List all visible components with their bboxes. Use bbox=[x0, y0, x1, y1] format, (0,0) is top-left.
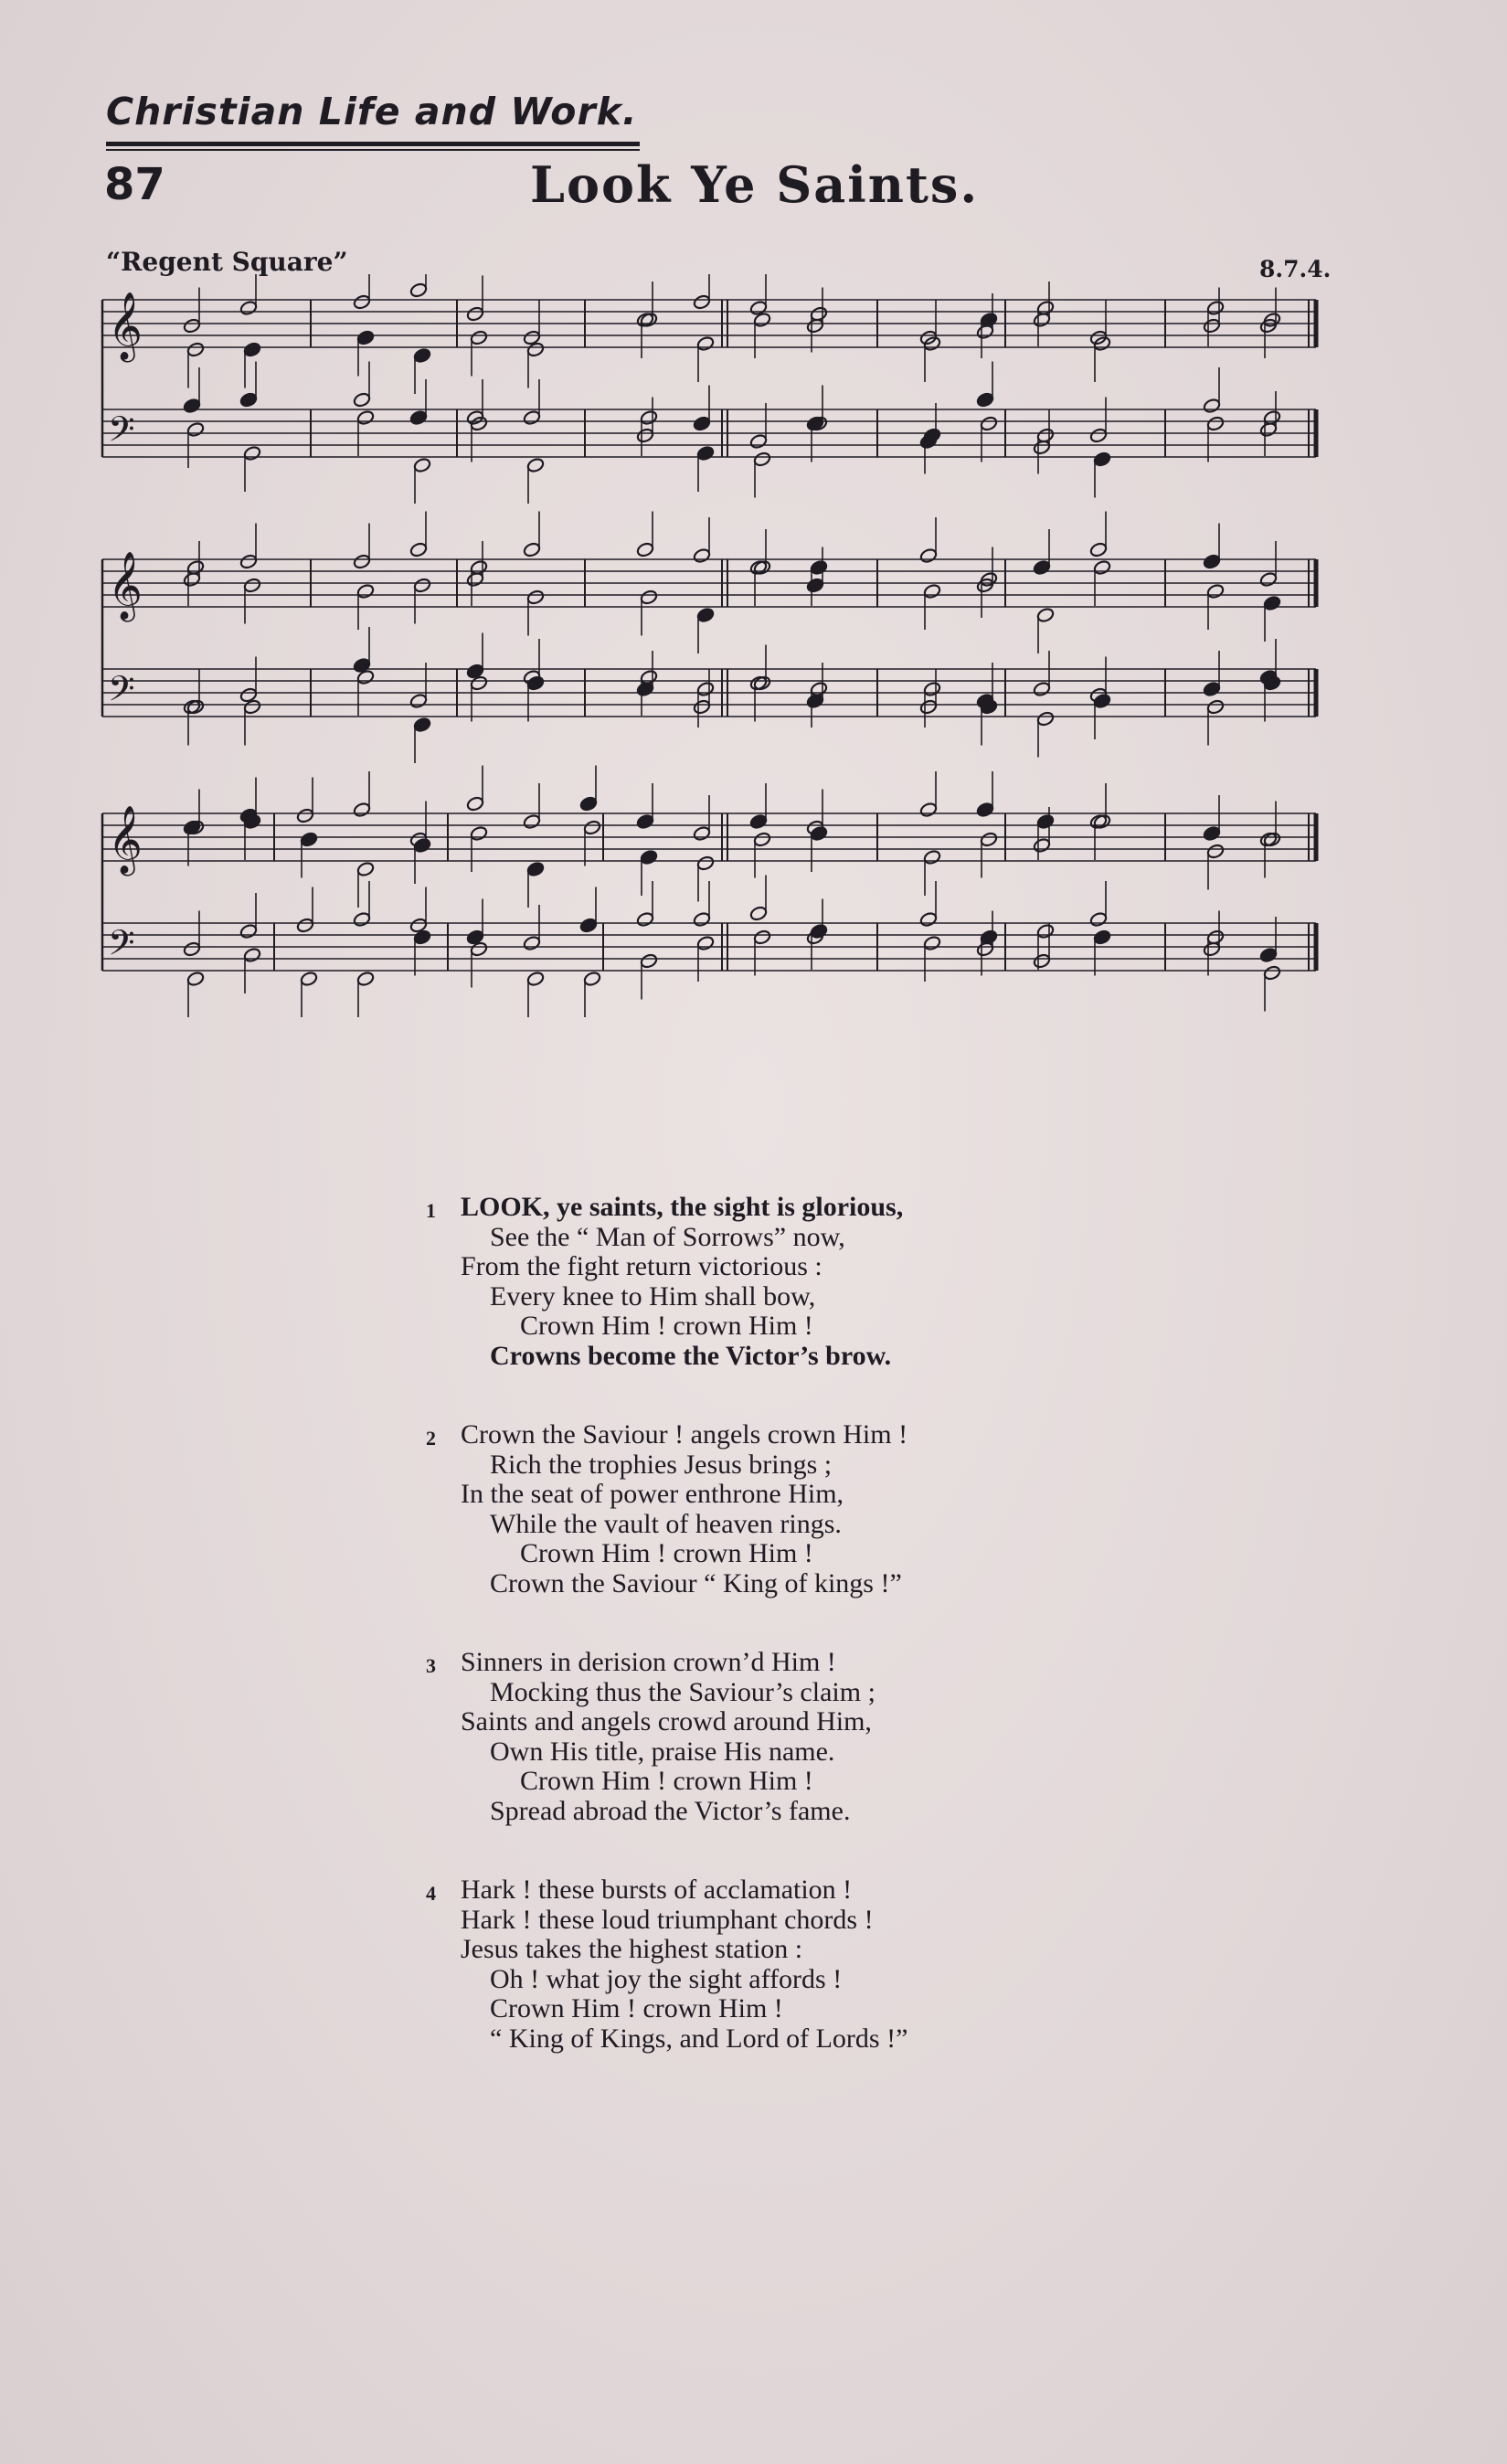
tune-name: “Regent Square” bbox=[106, 247, 348, 277]
verse-line: While the vault of heaven rings. bbox=[490, 1508, 842, 1539]
note-head bbox=[636, 813, 654, 830]
note-head bbox=[186, 559, 205, 576]
note-head bbox=[640, 952, 658, 969]
note-head bbox=[1089, 911, 1108, 928]
note-head bbox=[526, 674, 545, 691]
verse-line: Jesus takes the highest station : bbox=[461, 1934, 803, 1964]
note-head bbox=[640, 669, 658, 685]
note-head bbox=[1093, 929, 1111, 945]
note-head bbox=[353, 391, 371, 408]
note-head bbox=[356, 861, 375, 877]
note-head bbox=[466, 795, 484, 812]
note-head bbox=[470, 415, 488, 431]
note-head bbox=[526, 971, 545, 987]
verse-number: 4 bbox=[426, 1882, 436, 1905]
note-head bbox=[636, 911, 654, 928]
note-head bbox=[696, 681, 715, 697]
note-head bbox=[640, 409, 658, 426]
note-head bbox=[1203, 825, 1221, 842]
note-head bbox=[1033, 559, 1051, 576]
note-head bbox=[1033, 681, 1051, 697]
section-heading: Christian Life and Work. bbox=[106, 90, 638, 133]
note-head bbox=[1089, 427, 1108, 443]
note-head bbox=[353, 293, 371, 310]
note-head bbox=[919, 698, 938, 715]
note-head bbox=[696, 855, 715, 871]
bass-clef: 𝄢 bbox=[108, 922, 135, 972]
verse-line: Saints and angels crowd around Him, bbox=[461, 1706, 872, 1736]
note-head bbox=[640, 589, 658, 605]
note-head bbox=[1263, 595, 1281, 611]
note-head bbox=[976, 802, 994, 818]
note-head bbox=[243, 341, 261, 357]
note-head bbox=[413, 347, 431, 364]
note-head bbox=[523, 541, 541, 558]
note-head bbox=[753, 451, 771, 467]
verse-4 bbox=[426, 1875, 1124, 2054]
note-head bbox=[523, 935, 541, 951]
verse-1 bbox=[426, 1192, 1124, 1371]
note-head bbox=[523, 813, 541, 830]
note-head bbox=[1206, 929, 1225, 945]
hymn-number: 87 bbox=[104, 159, 165, 210]
note-head bbox=[810, 923, 828, 940]
note-head bbox=[239, 553, 258, 569]
verse-line: Sinners in derision crown’d Him ! bbox=[461, 1647, 836, 1677]
note-head bbox=[806, 577, 824, 593]
note-head bbox=[636, 427, 654, 443]
note-head bbox=[1093, 559, 1111, 576]
verse-line: Spread abroad the Victor’s fame. bbox=[490, 1795, 851, 1826]
note-head bbox=[356, 409, 375, 426]
note-head bbox=[526, 457, 545, 473]
note-head bbox=[1206, 843, 1225, 859]
note-head bbox=[923, 335, 941, 352]
note-head bbox=[693, 698, 711, 715]
verse-line: Crown the Saviour “ King of kings !” bbox=[490, 1567, 902, 1598]
note-head bbox=[696, 335, 715, 352]
note-head bbox=[1033, 952, 1051, 969]
note-head bbox=[296, 917, 314, 933]
note-head bbox=[300, 831, 318, 847]
note-head bbox=[1203, 681, 1221, 697]
verse-line: “ King of Kings, and Lord of Lords !” bbox=[490, 2023, 908, 2054]
note-head bbox=[353, 911, 371, 928]
note-head bbox=[356, 329, 375, 345]
note-head bbox=[1206, 300, 1225, 316]
note-head bbox=[1203, 317, 1221, 334]
verse-line: Crown Him ! crown Him ! bbox=[490, 1993, 783, 2023]
meter: 8.7.4. bbox=[1259, 256, 1332, 282]
note-head bbox=[640, 849, 658, 866]
note-head bbox=[810, 681, 828, 697]
note-head bbox=[1263, 964, 1281, 981]
note-head bbox=[980, 929, 998, 945]
note-head bbox=[923, 935, 941, 951]
verse-number: 2 bbox=[426, 1427, 436, 1450]
note-head bbox=[693, 293, 711, 310]
note-head bbox=[356, 971, 375, 987]
note-head bbox=[186, 971, 205, 987]
header-rule bbox=[106, 142, 640, 146]
note-head bbox=[923, 583, 941, 600]
note-head bbox=[1206, 583, 1225, 600]
note-head bbox=[1033, 837, 1051, 854]
note-head bbox=[1036, 427, 1055, 443]
note-head bbox=[749, 433, 768, 450]
note-head bbox=[239, 923, 258, 940]
note-head bbox=[1093, 693, 1111, 709]
verses bbox=[426, 1192, 1124, 2103]
verse-line: Hark ! these loud triumphant chords ! bbox=[461, 1904, 874, 1935]
note-head bbox=[696, 607, 715, 623]
note-head bbox=[526, 861, 545, 877]
verse-line: Crown Him ! crown Him ! bbox=[520, 1538, 813, 1568]
verse-line: Crown the Saviour ! angels crown Him ! bbox=[461, 1419, 908, 1450]
note-head bbox=[300, 971, 318, 987]
note-head bbox=[749, 905, 768, 921]
note-head bbox=[693, 825, 711, 842]
note-head bbox=[470, 559, 488, 576]
hymn-title: Look Ye Saints. bbox=[530, 155, 980, 214]
verse-line: Crowns become the Victor’s brow. bbox=[490, 1340, 892, 1371]
verse-line: Oh ! what joy the sight affords ! bbox=[490, 1963, 843, 1994]
note-head bbox=[1036, 710, 1055, 727]
note-head bbox=[1263, 409, 1281, 426]
verse-line: Hark ! these bursts of acclamation ! bbox=[461, 1875, 853, 1905]
note-head bbox=[1259, 947, 1278, 963]
note-head bbox=[526, 589, 545, 605]
note-head bbox=[523, 409, 541, 426]
note-head bbox=[243, 445, 261, 462]
note-head bbox=[980, 415, 998, 431]
note-head bbox=[980, 831, 998, 847]
note-head bbox=[696, 445, 715, 462]
note-head bbox=[1206, 698, 1225, 715]
verse-line: LOOK, ye saints, the sight is glorious, bbox=[461, 1192, 904, 1222]
note-head bbox=[413, 717, 431, 733]
note-head bbox=[1203, 553, 1221, 569]
note-head bbox=[693, 911, 711, 928]
note-head bbox=[239, 300, 258, 316]
note-head bbox=[1206, 415, 1225, 431]
note-head bbox=[1036, 300, 1055, 316]
note-head bbox=[409, 409, 428, 426]
verse-3 bbox=[426, 1647, 1124, 1826]
verse-number: 3 bbox=[426, 1654, 436, 1677]
header-rule-thin bbox=[106, 149, 640, 151]
note-head bbox=[409, 541, 428, 558]
note-head bbox=[976, 391, 994, 408]
note-head bbox=[183, 317, 201, 334]
note-head bbox=[579, 917, 598, 933]
note-head bbox=[923, 849, 941, 866]
note-head bbox=[1036, 923, 1055, 940]
verse-2 bbox=[426, 1419, 1124, 1598]
note-head bbox=[810, 825, 828, 842]
note-head bbox=[636, 541, 654, 558]
verse-line: Own His title, praise His name. bbox=[490, 1736, 835, 1767]
verse-line: See the “ Man of Sorrows” now, bbox=[490, 1221, 845, 1252]
verse-line: Crown Him ! crown Him ! bbox=[520, 1766, 813, 1796]
verse-line: From the fight return victorious : bbox=[461, 1251, 822, 1281]
music-score bbox=[91, 274, 1353, 1033]
note-head bbox=[1089, 541, 1108, 558]
note-head bbox=[1036, 607, 1055, 623]
note-head bbox=[579, 795, 598, 812]
note-head bbox=[413, 577, 431, 593]
bass-clef: 𝄢 bbox=[108, 668, 135, 717]
note-head bbox=[186, 421, 205, 438]
note-head bbox=[749, 813, 768, 830]
treble-clef: 𝄞 bbox=[108, 292, 143, 360]
note-head bbox=[409, 281, 428, 298]
bass-clef: 𝄢 bbox=[108, 409, 135, 458]
note-head bbox=[696, 935, 715, 951]
note-head bbox=[466, 305, 484, 322]
note-head bbox=[183, 398, 201, 414]
note-head bbox=[409, 693, 428, 709]
verse-line: Mocking thus the Saviour’s claim ; bbox=[490, 1676, 876, 1707]
note-head bbox=[810, 305, 828, 322]
note-head bbox=[923, 681, 941, 697]
note-head bbox=[1093, 335, 1111, 352]
verse-line: In the seat of power enthrone Him, bbox=[461, 1479, 844, 1509]
note-head bbox=[239, 391, 258, 408]
verse-line: Rich the trophies Jesus brings ; bbox=[490, 1449, 833, 1480]
note-head bbox=[243, 577, 261, 593]
note-head bbox=[1036, 813, 1055, 830]
note-head bbox=[583, 819, 601, 835]
note-head bbox=[753, 929, 771, 945]
note-head bbox=[919, 802, 938, 818]
note-head bbox=[919, 911, 938, 928]
verse-line: Every knee to Him shall bow, bbox=[490, 1280, 816, 1312]
note-head bbox=[353, 553, 371, 569]
note-head bbox=[810, 559, 828, 576]
note-head bbox=[353, 802, 371, 818]
treble-clef: 𝄞 bbox=[108, 806, 143, 874]
note-head bbox=[186, 341, 205, 357]
note-head bbox=[980, 312, 998, 328]
note-head bbox=[1259, 571, 1278, 588]
note-head bbox=[1203, 398, 1221, 414]
verse-line: Crown Him ! crown Him ! bbox=[520, 1311, 813, 1341]
note-head bbox=[413, 457, 431, 473]
note-head bbox=[693, 415, 711, 431]
note-head bbox=[693, 547, 711, 564]
note-head bbox=[243, 947, 261, 963]
note-head bbox=[413, 837, 431, 854]
note-head bbox=[356, 583, 375, 600]
note-head bbox=[753, 831, 771, 847]
note-head bbox=[183, 940, 201, 957]
note-head bbox=[1093, 451, 1111, 467]
note-head bbox=[919, 547, 938, 564]
treble-clef: 𝄞 bbox=[108, 552, 143, 620]
note-head bbox=[296, 807, 314, 823]
verse-number: 1 bbox=[426, 1199, 436, 1222]
note-head bbox=[470, 329, 488, 345]
note-head bbox=[470, 825, 488, 842]
note-head bbox=[583, 971, 601, 987]
